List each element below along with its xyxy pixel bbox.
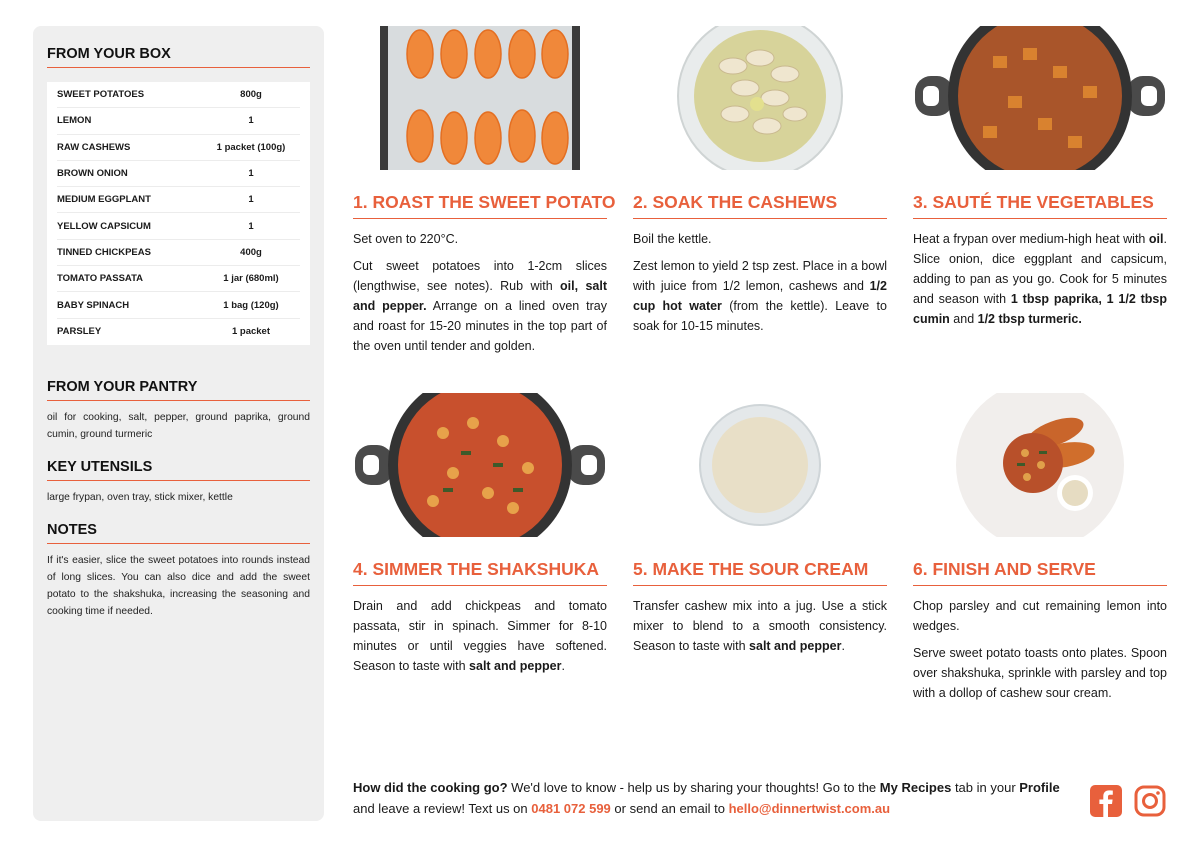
box-ingredients-table (47, 82, 310, 345)
step-3-photo (913, 26, 1167, 170)
box-ingredient-row (57, 108, 300, 134)
step-1-title: 1. ROAST THE SWEET POTATO (353, 192, 607, 219)
step-4-body (353, 596, 607, 676)
step-text: . (561, 659, 565, 673)
step-highlight: 1 tbsp paprika, 1 1/2 tbsp cumin (913, 292, 1167, 326)
step-5-title: 5. MAKE THE SOUR CREAM (633, 559, 887, 586)
ingredient-name: YELLOW CAPSICUM (57, 220, 151, 232)
footer-text: or send an email to (610, 801, 729, 816)
step-text: Boil the kettle. (633, 232, 712, 246)
step-text: and (949, 312, 978, 326)
box-ingredient-row (57, 213, 300, 239)
ingredient-name: PARSLEY (57, 326, 102, 338)
ingredient-name: SWEET POTATOES (57, 89, 145, 101)
cashew-bowl-image (675, 26, 845, 170)
box-ingredient-row (57, 161, 300, 187)
step-1 (353, 26, 616, 363)
ingredients-sidebar (33, 26, 324, 821)
step-text: Chop parsley and cut remaining lemon into wedges. (913, 599, 1167, 633)
step-1-body (353, 229, 607, 356)
ingredient-name: LEMON (57, 115, 92, 127)
step-text: Cut sweet potatoes into 1-2cm slices (lengthwise, see notes). Rub with (353, 259, 607, 293)
footer-text: How did the cooking go? (353, 780, 508, 795)
ingredient-name: RAW CASHEWS (57, 141, 131, 153)
step-text: Arrange on a lined oven tray and roast for 15-20 minutes in the top part of the oven until tender and golden. (353, 299, 608, 353)
vegetable-frypan-image (913, 26, 1167, 170)
step-2 (633, 26, 887, 343)
ingredient-quantity: 1 (248, 194, 254, 206)
shakshuka-frypan-image (353, 393, 607, 537)
notes-section (47, 522, 310, 620)
step-paragraph (633, 229, 887, 249)
step-highlight: oil (1148, 232, 1164, 246)
ingredient-quantity: 1 bag (120g) (223, 299, 279, 311)
footer-text: and leave a review! Text us on (353, 801, 532, 816)
step-highlight: salt and pepper (749, 639, 842, 653)
step-highlight: 1/2 tbsp turmeric. (977, 312, 1082, 326)
utensils-text: large frypan, oven tray, stick mixer, kettle (47, 491, 233, 503)
step-paragraph (353, 256, 607, 356)
sweet-potato-tray-image (370, 26, 590, 170)
ingredient-quantity: 1 packet (231, 326, 271, 338)
box-ingredient-row (57, 319, 300, 345)
step-6 (913, 393, 1167, 710)
step-text: Transfer cashew mix into a jug. Use a stick mixer to blend to a smooth consistency. Season to taste with (633, 599, 887, 653)
box-ingredient-row (57, 266, 300, 292)
ingredient-name: MEDIUM EGGPLANT (57, 194, 151, 206)
step-paragraph (913, 596, 1167, 636)
step-6-photo (913, 393, 1167, 537)
step-5 (633, 393, 887, 663)
step-highlight: salt and pepper (469, 659, 562, 673)
ingredient-quantity: 800g (240, 89, 262, 101)
pantry-text: oil for cooking, salt, pepper, ground paprika, ground cumin, ground turmeric (47, 411, 310, 440)
utensils-section (47, 459, 310, 506)
step-text: Set oven to 220°C. (353, 232, 459, 246)
step-text: Drain and add chickpeas and tomato passata, stir in spinach. Simmer for 8-10 minutes or until veggies have softened. Season to taste with (353, 599, 607, 673)
step-4 (353, 393, 607, 683)
instagram-icon[interactable] (1134, 785, 1166, 817)
ingredient-quantity: 1 jar (680ml) (223, 273, 279, 285)
step-5-photo (633, 393, 887, 537)
ingredient-quantity: 1 (248, 168, 254, 180)
served-plate-image (955, 393, 1125, 537)
step-paragraph (633, 596, 887, 656)
step-paragraph (633, 256, 887, 336)
step-text: Heat a frypan over medium-high heat with (913, 232, 1149, 246)
step-4-title: 4. SIMMER THE SHAKSHUKA (353, 559, 607, 586)
ingredient-quantity: 1 (248, 115, 254, 127)
ingredient-quantity: 1 (248, 220, 254, 232)
ingredient-name: BROWN ONION (57, 168, 128, 180)
footer-text: Profile (1019, 780, 1060, 795)
step-highlight: 1/2 cup hot water (633, 279, 887, 313)
step-1-photo (353, 26, 607, 170)
box-ingredient-row (57, 135, 300, 161)
ingredient-quantity: 1 packet (100g) (216, 141, 286, 153)
utensils-heading: KEY UTENSILS (47, 459, 310, 481)
footer-text: My Recipes (879, 780, 952, 795)
phone-link[interactable]: 0481 072 599 (531, 801, 611, 816)
step-2-body (633, 229, 887, 336)
step-2-title: 2. SOAK THE CASHEWS (633, 192, 887, 219)
footer-text: We'd love to know - help us by sharing your thoughts! Go to the (507, 780, 880, 795)
notes-heading: NOTES (47, 522, 310, 544)
step-text: Zest lemon to yield 2 tsp zest. Place in a bowl with juice from 1/2 lemon, cashews and (633, 259, 887, 293)
ingredient-quantity: 400g (240, 246, 262, 258)
step-3-body (913, 229, 1167, 329)
step-highlight: oil, salt and pepper. (353, 279, 608, 313)
pantry-heading: FROM YOUR PANTRY (47, 379, 310, 401)
ingredient-name: TOMATO PASSATA (57, 273, 144, 285)
step-3 (913, 26, 1167, 336)
ingredient-name: TINNED CHICKPEAS (57, 246, 151, 258)
sour-cream-jug-image (695, 393, 825, 537)
box-ingredient-row (57, 82, 300, 108)
step-paragraph (353, 596, 607, 676)
step-2-photo (633, 26, 887, 170)
step-text: . (841, 639, 845, 653)
facebook-icon[interactable] (1090, 785, 1122, 817)
step-6-body (913, 596, 1167, 703)
footer-text: tab in your (951, 780, 1020, 795)
email-link[interactable]: hello@dinnertwist.com.au (728, 801, 891, 816)
step-text: (from the kettle). Leave to soak for 10-15 minutes. (633, 299, 887, 333)
step-text: . Slice onion, dice eggplant and capsicum, adding to pan as you go. Cook for 5 minutes and season with (913, 232, 1167, 306)
notes-text: If it's easier, slice the sweet potatoes into rounds instead of long slices. You can also dice and add the sweet potato to the shakshuka, increasing the seasoning and cooking time if needed. (47, 554, 310, 617)
step-paragraph (913, 229, 1167, 329)
step-6-title: 6. FINISH AND SERVE (913, 559, 1167, 586)
step-paragraph (353, 229, 607, 249)
box-ingredient-row (57, 187, 300, 213)
step-3-title: 3. SAUTÉ THE VEGETABLES (913, 192, 1167, 219)
box-heading: FROM YOUR BOX (47, 46, 310, 68)
box-ingredient-row (57, 292, 300, 318)
feedback-footer (353, 777, 1073, 819)
step-5-body (633, 596, 887, 656)
step-text: Serve sweet potato toasts onto plates. Spoon over shakshuka, sprinkle with parsley and top with a dollop of cashew sour cream. (913, 646, 1167, 700)
box-ingredient-row (57, 240, 300, 266)
pantry-section (47, 379, 310, 443)
step-paragraph (913, 643, 1167, 703)
ingredient-name: BABY SPINACH (57, 299, 130, 311)
step-4-photo (353, 393, 607, 537)
